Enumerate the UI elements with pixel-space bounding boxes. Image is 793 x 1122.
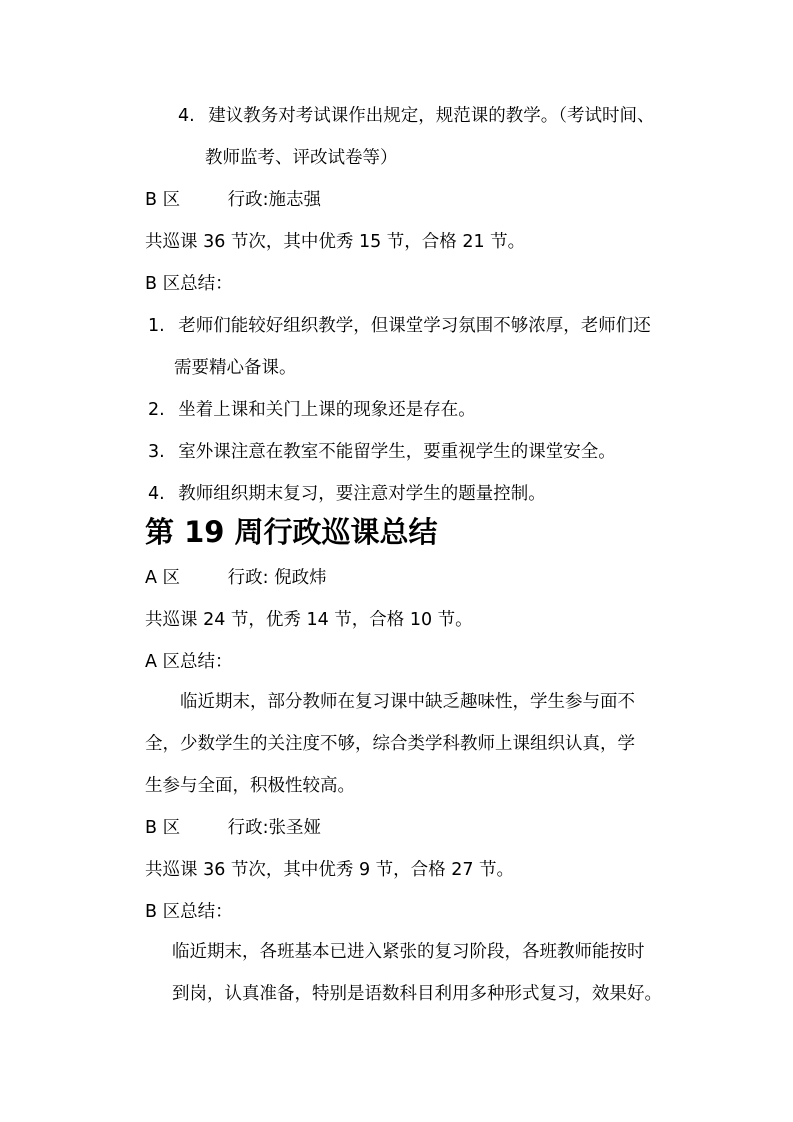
summary-label: B 区总结： [145, 902, 233, 922]
list-number: 3. [148, 442, 165, 462]
list-item-text: 室外课注意在教室不能留学生，要重视学生的课堂安全。 [178, 442, 616, 462]
summary-paragraph-line: 生参与全面，积极性较高。 [145, 776, 355, 796]
summary-paragraph-line: 全，少数学生的关注度不够，综合类学科教师上课组织认真，学 [145, 734, 635, 754]
list-item [148, 482, 546, 506]
list-item [148, 440, 616, 464]
list-number: 1. [148, 316, 165, 336]
zone-admin: 行政: 倪政炜 [227, 568, 327, 588]
list-item-continuation: 需要精心备课。 [174, 358, 297, 378]
list-item [148, 314, 651, 338]
summary-paragraph-line: 临近期末，部分教师在复习课中缺乏趣味性，学生参与面不 [180, 692, 635, 712]
list-item-text: 老师们能较好组织教学，但课堂学习氛围不够浓厚，老师们还 [178, 316, 651, 336]
summary-paragraph-line: 临近期末，各班基本已进入紧张的复习阶段，各班教师能按时 [172, 942, 645, 962]
zone-header [145, 188, 321, 212]
list-item-4 [178, 104, 655, 128]
list-item-text: 建议教务对考试课作出规定，规范课的教学。（考试时间、 [208, 106, 655, 126]
summary-paragraph-line: 到岗，认真准备，特别是语数科目利用多种形式复习，效果好。 [172, 984, 662, 1004]
section-title: 第 19 周行政巡课总结 [145, 515, 438, 549]
list-number: 4. [148, 484, 165, 504]
lesson-count: 共巡课 36 节次，其中优秀 9 节，合格 27 节。 [145, 860, 515, 880]
list-number: 2. [148, 400, 165, 420]
list-item-4-continuation: 教师监考、评改试卷等） [205, 148, 398, 168]
summary-label: A 区总结： [145, 652, 233, 672]
zone-header [145, 816, 321, 840]
list-number: 4. [178, 106, 195, 126]
lesson-count: 共巡课 24 节，优秀 14 节，合格 10 节。 [145, 610, 473, 630]
zone-label: B 区 [145, 190, 181, 210]
zone-label: A 区 [145, 568, 181, 588]
zone-header [145, 566, 327, 590]
zone-label: B 区 [145, 818, 181, 838]
list-item-text: 教师组织期末复习，要注意对学生的题量控制。 [178, 484, 546, 504]
zone-admin: 行政:张圣娅 [227, 818, 322, 838]
list-item [148, 398, 476, 422]
summary-label: B 区总结： [145, 274, 233, 294]
list-item-text: 坐着上课和关门上课的现象还是存在。 [178, 400, 476, 420]
lesson-count: 共巡课 36 节次，其中优秀 15 节，合格 21 节。 [145, 232, 526, 252]
zone-admin: 行政:施志强 [227, 190, 322, 210]
